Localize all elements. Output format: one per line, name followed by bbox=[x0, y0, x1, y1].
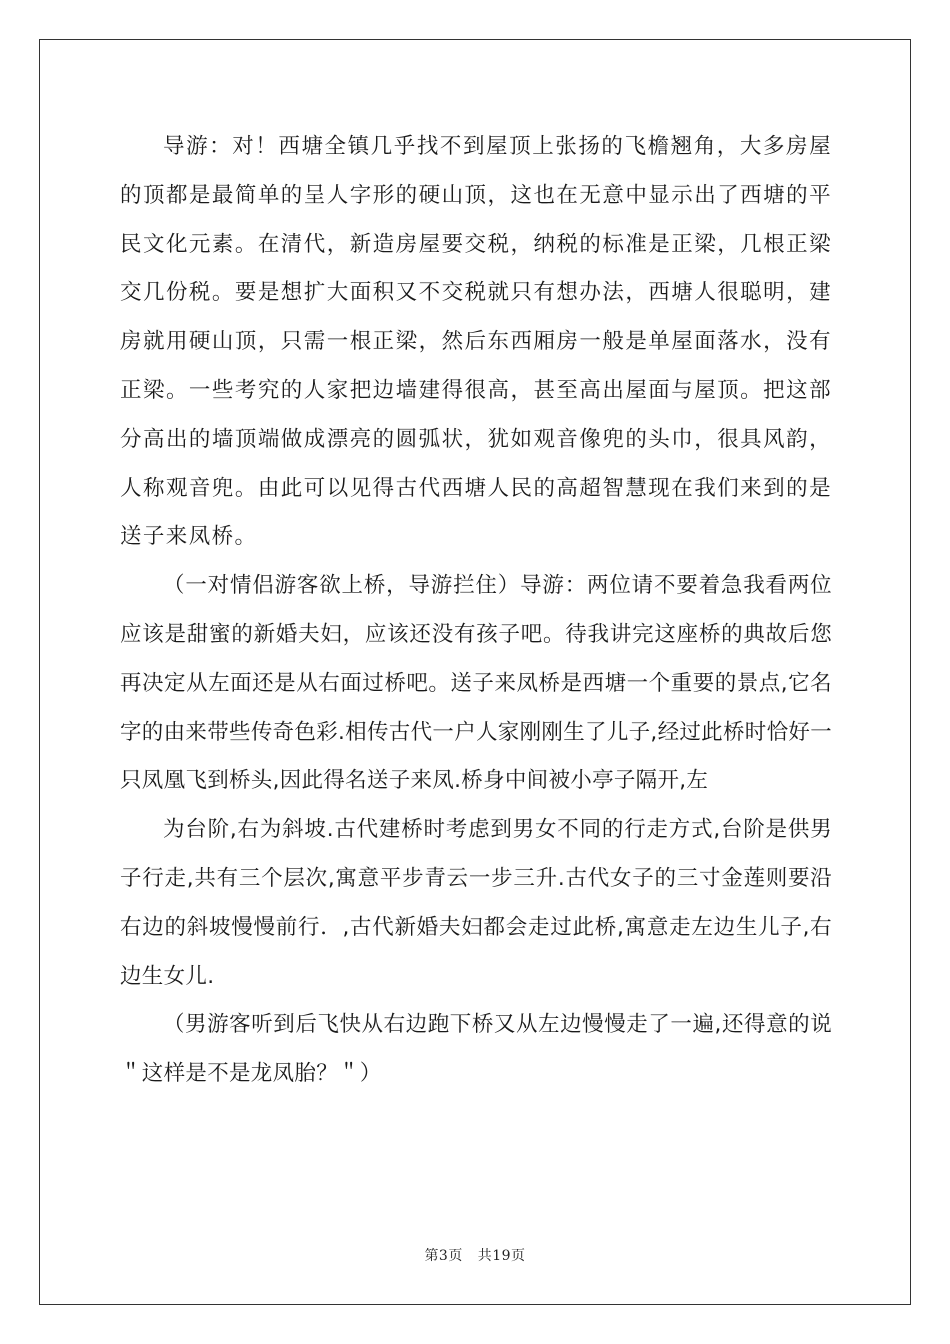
page-number: 第3页 bbox=[424, 1248, 463, 1264]
paragraph-tourist-reaction: （男游客听到后飞快从右边跑下桥又从左边慢慢走了一遍,还得意的说＂这样是不是龙凤胎？＂） bbox=[120, 1012, 832, 1087]
page-total: 共19页 bbox=[477, 1248, 526, 1264]
paragraph-bridge-steps: 为台阶,右为斜坡.古代建桥时考虑到男女不同的行走方式,台阶是供男子行走,共有三个层次,寓意平步青云一步三升.古代女子的三寸金莲则要沿右边的斜坡慢慢前行．,古代新婚夫妇都会走过此桥,寓意走左边生儿子,右边生女儿. bbox=[120, 817, 832, 989]
page-footer bbox=[0, 1245, 950, 1265]
paragraph-bridge-introduction: （一对情侣游客欲上桥，导游拦住）导游：两位请不要着急我看两位应该是甜蜜的新婚夫妇，应该还没有孩子吧。待我讲完这座桥的典故后您再决定从左面还是从右面过桥吧。送子来凤桥是西塘一个重要的景点,它名字的由来带些传奇色彩.相传古代一户人家刚刚生了儿子,经过此桥时恰好一只凤凰飞到桥头,因此得名送子来凤.桥身中间被小亭子隔开,左 bbox=[120, 573, 832, 794]
paragraph-roof-architecture: 导游：对！西塘全镇几乎找不到屋顶上张扬的飞檐翘角，大多房屋的顶都是最简单的呈人字形的硬山顶，这也在无意中显示出了西塘的平民文化元素。在清代，新造房屋要交税，纳税的标准是正梁，几根正梁交几份税。要是想扩大面积又不交税就只有想办法，西塘人很聪明，建房就用硬山顶，只需一根正梁，然后东西厢房一般是单屋面落水，没有正梁。一些考究的人家把边墙建得很高，甚至高出屋面与屋顶。把这部分高出的墙顶端做成漂亮的圆弧状，犹如观音像兜的头巾，很具风韵，人称观音兜。由此可以见得古代西塘人民的高超智慧现在我们来到的是送子来凤桥。 bbox=[120, 134, 832, 550]
document-body bbox=[120, 123, 832, 1099]
